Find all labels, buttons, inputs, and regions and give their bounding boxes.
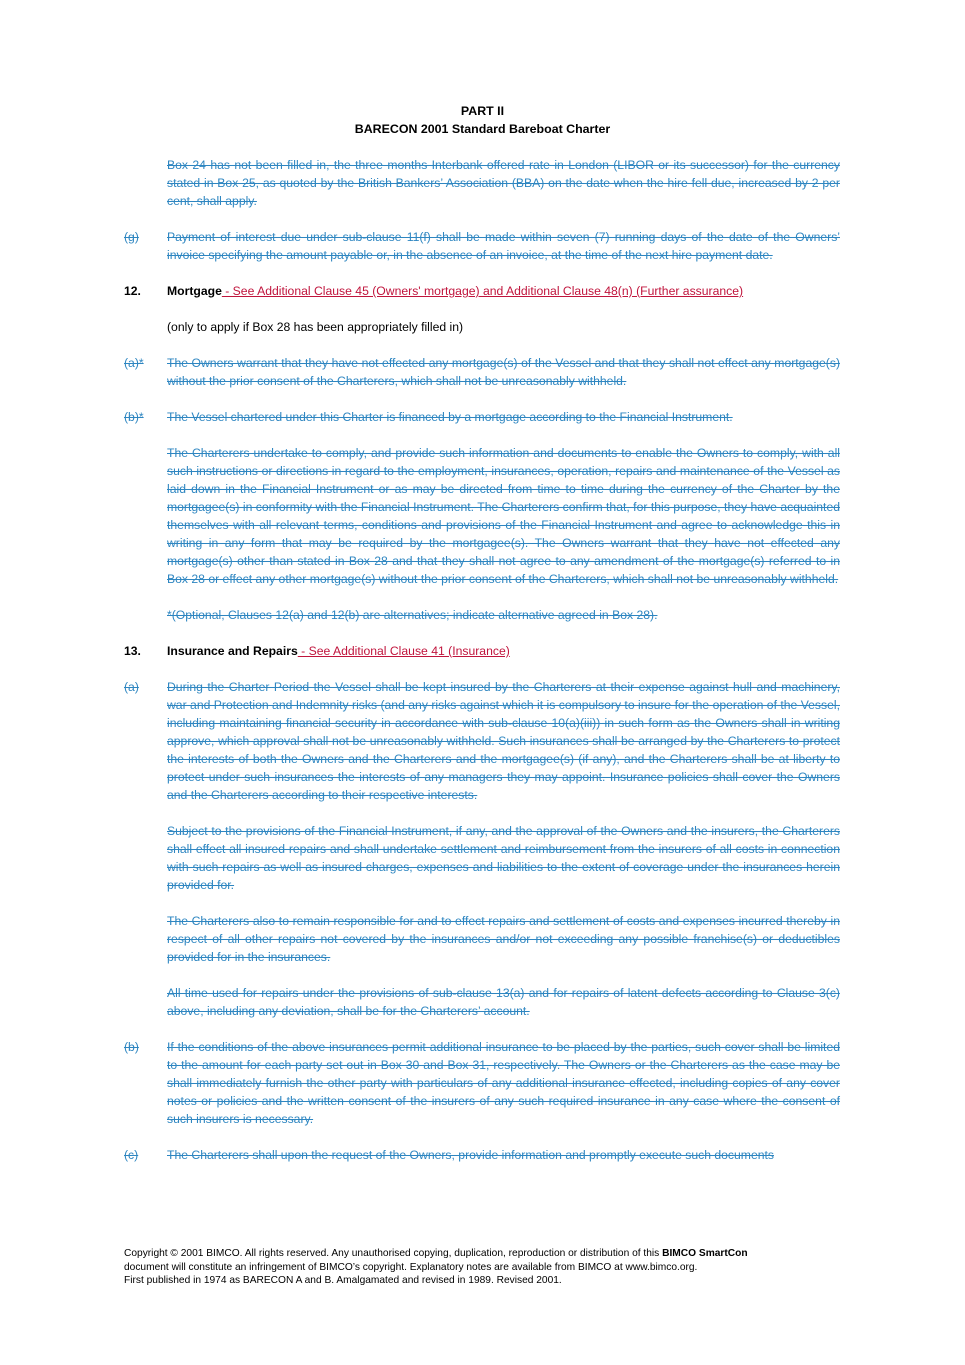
clause-label: (a) [124,680,139,694]
clause-13a-paragraph-2 [124,822,840,894]
clause-label: (a)* [124,356,144,370]
part-label: PART II [460,104,505,118]
clause-label: (c) [124,1148,139,1162]
clause-13a-paragraph-3 [124,912,840,966]
deleted-text: *(Optional, Clauses 12(a) and 12(b) are alternatives; indicate alternative agreed in Box 28). [167,608,658,622]
deleted-text: Subject to the provisions of the Financial Instrument, if any, and the approval of the Owners and the insurers, the Charterers shall effect all insured repairs and shall undertake settlement and reimbursement from the insurers of all costs in connection with such repairs as well as insured charges, expenses and liabilities to the extent of coverage under the insurances herein provided for. [167,824,840,892]
clause-12b [124,408,840,426]
deleted-text: The Charterers undertake to comply, and provide such information and documents to enable the Owners to comply, with all such instructions or directions in regard to the employment, insurances, operation, repairs and maintenance of the Vessel as laid down in the Financial Instrument or as may be directed from time to time during the currency of the Charter by the mortgagee(s) in conformity with the Financial Instrument. The Charterers confirm that, for this purpose, they have acquainted themselves with all relevant terms, conditions and provisions of the Financial Instrument and agree to acknowledge this in writing in any form that may be required by the mortgagee(s). The Owners warrant that they have not effected any mortgage(s) other than stated in Box 28 and that they shall not agree to any amendment of the mortgage(s) referred to in Box 28 or effect any other mortgage(s) without the prior consent of the Charterers, which shall not be unreasonably withheld. [167,446,840,586]
document-title: BARECON 2001 Standard Bareboat Charter [354,122,611,136]
clause-title: Insurance and Repairs [167,644,298,658]
inserted-reference: - See Additional Clause 45 (Owners' mortgage) and Additional Clause 48(n) (Further assurance) [221,284,744,298]
clause-12a [124,354,840,390]
page-footer [124,1247,844,1288]
clause-12-optional-note [124,606,840,624]
deleted-text: During the Charter Period the Vessel shall be kept insured by the Charterers at their expense against hull and machinery, war and Protection and Indemnity risks (and any risks against which it is compulsory to insure for the operation of the Vessel, including maintaining financial security in accordance with sub-clause 10(a)(iii)) in such form as the Owners shall in writing approve, which approval shall not be unreasonably withheld. Such insurances shall be arranged by the Charterers to protect the interests of both the Owners and the Charterers and the mortgagee(s) (if any), and the Charterers shall be at liberty to protect under such insurances the interests of any managers they may appoint. Insurance policies shall cover the Owners and the Charterers according to their respective interests. [167,680,840,802]
deleted-text: Box 24 has not been filled in, the three months Interbank offered rate in London (LIBOR or its successor) for the currency stated in Box 25, as quoted by the British Bankers’ Association (BBA) on the date when the hire fell due, increased by 2 per cent, shall apply. [167,158,840,208]
footer-line-3: First published in 1974 as BARECON A and B. Amalgamated and revised in 1989. Revised 2001. [124,1275,562,1286]
note-text: (only to apply if Box 28 has been appropriately filled in) [167,320,464,334]
clause-label: (b) [124,1040,139,1054]
copyright-text: Copyright © 2001 BIMCO. All rights reserved. Any unauthorised copying, duplication, reproduction or distribution of this [124,1248,663,1259]
page-header [0,102,965,138]
deleted-text: The Vessel chartered under this Charter is financed by a mortgage according to the Financial Instrument. [167,410,733,424]
clause-label: (g) [124,230,139,244]
deleted-text: Payment of interest due under sub-clause 11(f) shall be made within seven (7) running days of the date of the Owners’ invoice specifying the amount payable or, in the absence of an invoice, at the time of the next hire payment date. [167,230,840,262]
clause-12-heading [124,282,840,300]
deleted-text: The Owners warrant that they have not effected any mortgage(s) of the Vessel and that they shall not effect any mortgage(s) without the prior consent of the Charterers, which shall not be unreasonably withheld. [167,356,840,388]
clause-12-note [124,318,840,336]
clause-13a [124,678,840,804]
clause-12b-paragraph-2 [124,444,840,588]
deleted-text: All time used for repairs under the provisions of sub-clause 13(a) and for repairs of latent defects according to Clause 3(c) above, including any deviation, shall be for the Charterers’ account. [167,986,840,1018]
clause-11g [124,228,840,264]
clause-title: Mortgage [167,284,222,298]
clause-number: 13. [124,644,141,658]
clause-number: 12. [124,284,141,298]
deleted-text: The Charterers shall upon the request of the Owners, provide information and promptly execute such documents [167,1148,774,1162]
footer-line-1 [124,1247,844,1261]
clause-13-heading [124,642,840,660]
deleted-text: If the conditions of the above insurances permit additional insurance to be placed by the parties, such cover shall be limited to the amount for each party set out in Box 30 and Box 31, respectively. The Owners or the Charterers as the case may be shall immediately furnish the other party with particulars of any additional insurance effected, including copies of any cover notes or policies and the written consent of the insurers of any such required insurance in any case where the consent of such insurers is necessary. [167,1040,840,1126]
product-name: BIMCO SmartCon [662,1248,748,1259]
clause-13a-paragraph-4 [124,984,840,1020]
clause-13b [124,1038,840,1128]
footer-line-2: document will constitute an infringement of BIMCO’s copyright. Explanatory notes are available from BIMCO at www.bimco.org. [124,1261,698,1273]
inserted-reference: - See Additional Clause 41 (Insurance) [297,644,510,658]
clause-label: (b)* [124,410,144,424]
paragraph-box24 [124,156,840,210]
deleted-text: The Charterers also to remain responsible for and to effect repairs and settlement of costs and expenses incurred thereby in respect of all other repairs not covered by the insurances and/or not exceeding any possible franchise(s) or deductibles provided for in the insurances. [167,914,840,964]
document-body [124,156,840,1164]
clause-13c [124,1146,840,1164]
